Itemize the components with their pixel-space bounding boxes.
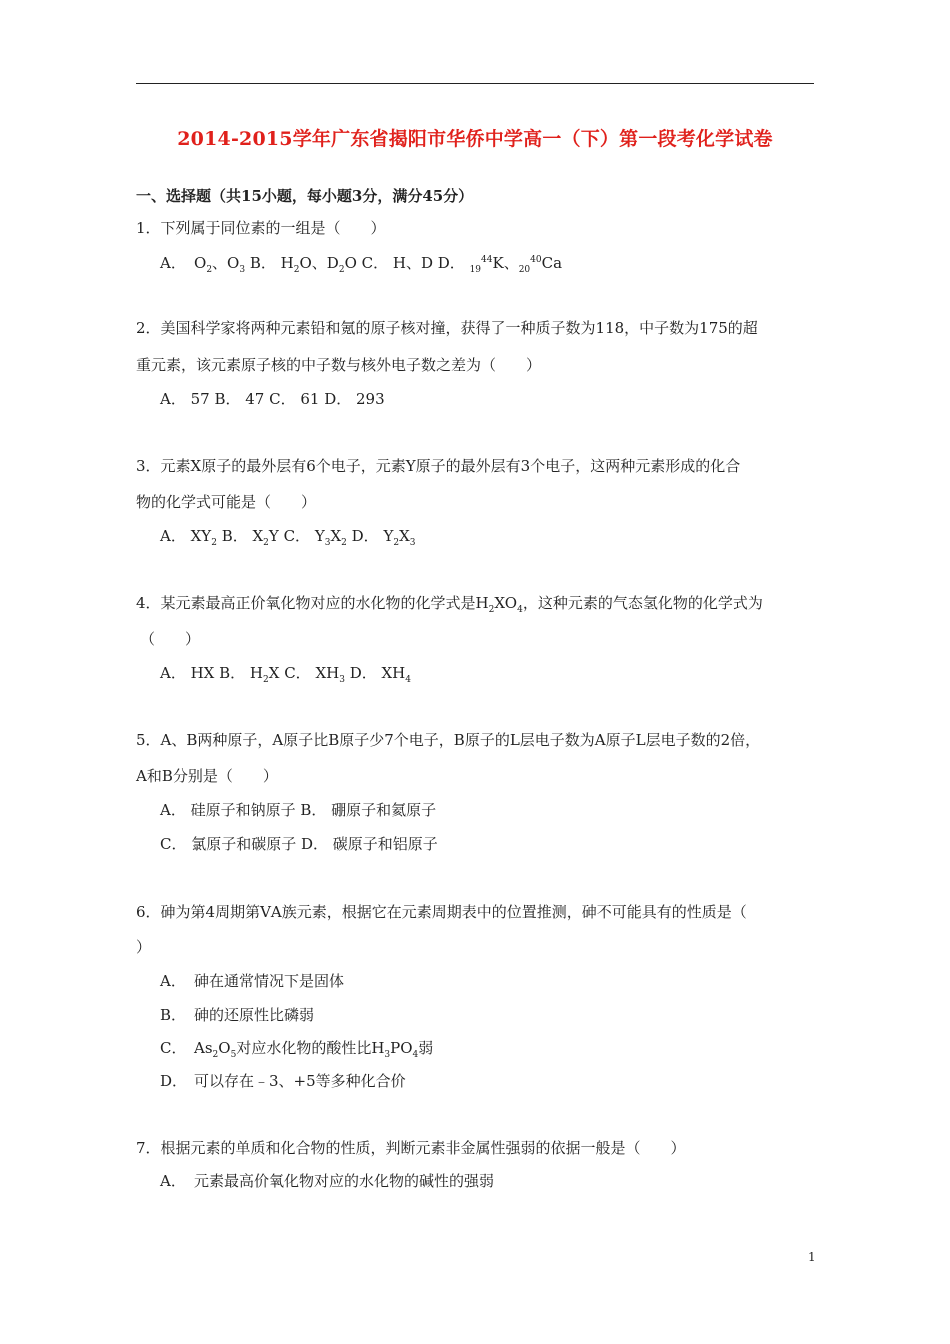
question-3-line-1: 3．元素X原子的最外层有6个电子，元素Y原子的最外层有3个电子，这两种元素形成的化合 bbox=[136, 457, 741, 475]
page-number: 1 bbox=[808, 1250, 816, 1264]
section-heading: 一、选择题（共15小题，每小题3分，满分45分） bbox=[136, 187, 474, 205]
question-6-line-1: 6．砷为第4周期第ⅤA族元素，根据它在元素周期表中的位置推测，砷不可能具有的性质是（ bbox=[136, 903, 747, 921]
question-1-options: A． $O_2$、$O_3$ B． $H_2O$、$D_2O$ C． H、D D． $_{19}^{44}$K、$_{20}^{40}$Ca bbox=[160, 254, 563, 275]
question-4-line-2: （ ） bbox=[140, 630, 201, 648]
question-2-line-2: 重元素，该元素原子核的中子数与核外电子数之差为（ ） bbox=[136, 356, 542, 374]
question-7-stem: 7．根据元素的单质和化合物的性质，判断元素非金属性强弱的依据一般是（ ） bbox=[136, 1139, 686, 1157]
question-6-line-2: ） bbox=[136, 938, 152, 956]
question-2-options: A． 57 B． 47 C． 61 D． 293 bbox=[160, 390, 385, 408]
question-7-option-a: A． 元素最高价氧化物对应的水化物的碱性的强弱 bbox=[160, 1172, 495, 1190]
question-2-line-1: 2．美国科学家将两种元素铅和氪的原子核对撞，获得了一种质子数为118，中子数为175的超 bbox=[136, 319, 758, 337]
page-title: 2014-2015学年广东省揭阳市华侨中学高一（下）第一段考化学试卷 bbox=[177, 128, 773, 150]
question-5-line-2: A和B分别是（ ） bbox=[136, 767, 278, 785]
question-5-options-ab: A． 硅原子和钠原子 B． 硼原子和氦原子 bbox=[160, 801, 437, 819]
question-4-options: A． HX B． $H_2X$ C． $XH_3$ D． $XH_4$ bbox=[160, 664, 411, 685]
question-5-options-cd: C． 氯原子和碳原子 D． 碳原子和铝原子 bbox=[160, 835, 438, 853]
header-rule bbox=[136, 83, 814, 84]
question-5-line-1: 5．A、B两种原子，A原子比B原子少7个电子，B原子的L层电子数为A原子L层电子数的2倍， bbox=[136, 731, 761, 749]
question-6-option-b: B． 砷的还原性比磷弱 bbox=[160, 1006, 315, 1024]
question-6-option-d: D． 可以存在﹣3、+5等多种化合价 bbox=[160, 1072, 406, 1090]
question-6-option-a: A． 砷在通常情况下是固体 bbox=[160, 972, 345, 990]
question-3-line-2: 物的化学式可能是（ ） bbox=[136, 493, 317, 511]
question-4-line-1: 4．某元素最高正价氧化物对应的水化物的化学式是$H_2XO_4$，这种元素的气态氢化物的化学式为 bbox=[136, 594, 763, 615]
question-3-options: A． $XY_2$ B． $X_2Y$ C． $Y_3X_2$ D． $Y_2X_3$ bbox=[160, 527, 416, 548]
question-6-option-c: C． $As_2O_5$对应水化物的酸性比$H_3PO_4$弱 bbox=[160, 1039, 434, 1060]
question-1-stem: 1．下列属于同位素的一组是（ ） bbox=[136, 219, 386, 237]
